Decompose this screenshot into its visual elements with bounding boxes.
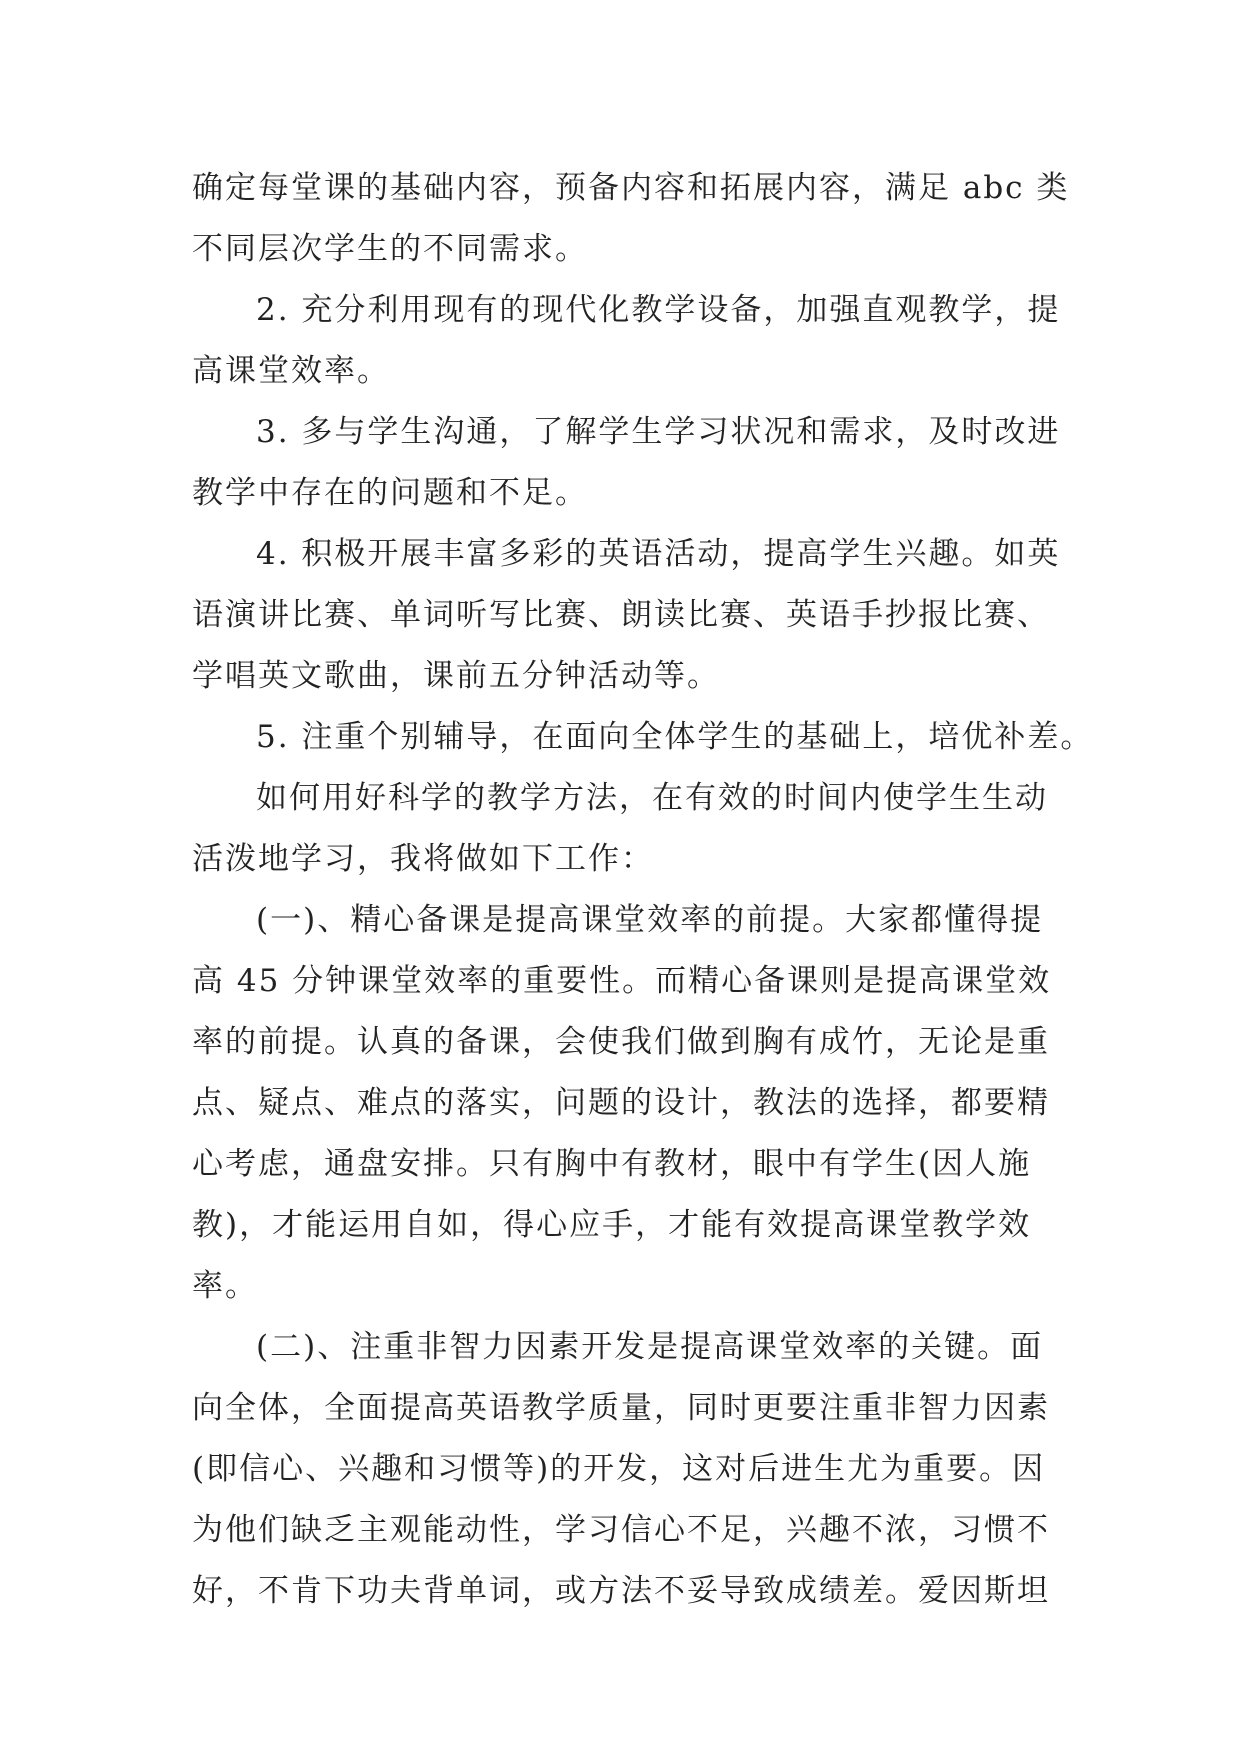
text-line: 语演讲比赛、单词听写比赛、朗读比赛、英语手抄报比赛、 [192, 597, 1050, 633]
paragraph-item-5 [192, 707, 1094, 768]
text-line: 高课堂效率。 [192, 353, 390, 389]
text-line: 高 45 分钟课堂效率的重要性。而精心备课则是提高课堂效 [192, 963, 1052, 999]
text-line: 不同层次学生的不同需求。 [192, 231, 588, 267]
text-line: 教学中存在的问题和不足。 [192, 475, 588, 511]
text-line: 率。 [192, 1268, 258, 1304]
text-line: 心考虑，通盘安排。只有胸中有教材，眼中有学生(因人施 [192, 1146, 1032, 1182]
text-line: 5. 注重个别辅导，在面向全体学生的基础上，培优补差。 [256, 719, 1094, 755]
text-line: 向全体，全面提高英语教学质量，同时更要注重非智力因素 [192, 1390, 1050, 1426]
text-line: 3. 多与学生沟通，了解学生学习状况和需求，及时改进 [256, 414, 1061, 450]
text-line: (二)、注重非智力因素开发是提高课堂效率的关键。面 [256, 1329, 1044, 1365]
text-line: 好，不肯下功夫背单词，或方法不妥导致成绩差。爱因斯坦 [192, 1573, 1050, 1609]
paragraph-item-4 [192, 524, 1072, 707]
text-line: 学唱英文歌曲，课前五分钟活动等。 [192, 658, 720, 694]
text-line: 点、疑点、难点的落实，问题的设计，教法的选择，都要精 [192, 1085, 1050, 1121]
text-line: 确定每堂课的基础内容，预备内容和拓展内容，满足 abc 类 [192, 170, 1070, 206]
paragraph-methods-intro [192, 768, 1072, 890]
text-line: 活泼地学习，我将做如下工作： [192, 841, 654, 877]
text-line: 率的前提。认真的备课，会使我们做到胸有成竹，无论是重 [192, 1024, 1050, 1060]
text-line: 如何用好科学的教学方法，在有效的时间内使学生生动 [256, 780, 1048, 816]
text-line: 教)，才能运用自如，得心应手，才能有效提高课堂教学效 [192, 1207, 1032, 1243]
text-line: (即信心、兴趣和习惯等)的开发，这对后进生尤为重要。因 [192, 1451, 1046, 1487]
text-line: (一)、精心备课是提高课堂效率的前提。大家都懂得提 [256, 902, 1044, 938]
text-line: 2. 充分利用现有的现代化教学设备，加强直观教学，提 [256, 292, 1061, 328]
paragraph-section-one [192, 890, 1072, 1317]
paragraph-section-two [192, 1317, 1072, 1622]
document-body [192, 158, 1094, 1622]
text-line: 为他们缺乏主观能动性，学习信心不足，兴趣不浓，习惯不 [192, 1512, 1050, 1548]
text-line: 4. 积极开展丰富多彩的英语活动，提高学生兴趣。如英 [256, 536, 1061, 572]
paragraph-basic-content [192, 158, 1072, 280]
paragraph-item-3 [192, 402, 1072, 524]
paragraph-item-2 [192, 280, 1072, 402]
